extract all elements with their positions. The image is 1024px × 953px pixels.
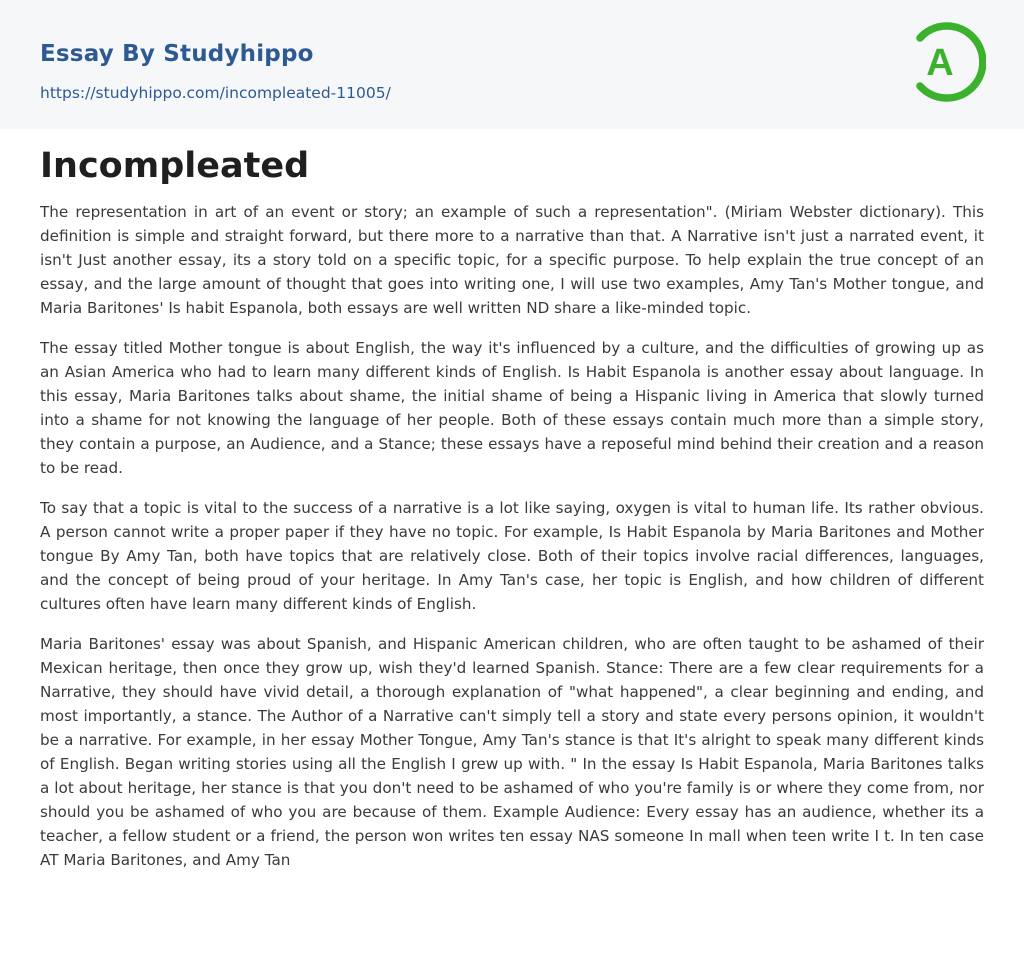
paragraph: Maria Baritones' essay was about Spanish, and Hispanic American children, who are often taught to be ashamed of their Mexican heritage, then once they grow up, wish they'd learned Spanish. Stance: There are a few clear requirements for a Narrative, they should have vivid detail, a thorough explanation of "what happened", a clear beginning and ending, and most importantly, a stance. The Author of a Narrative can't simply tell a story and state every persons opinion, it wouldn't be a narrative. For example, in her essay Mother Tongue, Amy Tan's stance is that It's alright to speak many different kinds of English. Began writing stories using all the English I grew up with. " In the essay Is Habit Espanola, Maria Baritones talks a lot about heritage, her stance is that you don't need to be ashamed of who you're family is or where they come from, nor should you be ashamed of who you are because of them. Example Audience: Every essay has an audience, whether its a teacher, a fellow student or a friend, the person won writes ten essay NAS someone In mall when teen write I t. In ten case AT Maria Baritones, and Amy Tan <box>40 635 984 869</box>
site-title: Essay By Studyhippo <box>40 41 314 67</box>
paragraph: The representation in art of an event or story; an example of such a representation". (Miriam Webster dictionary). This definition is simple and straight forward, but there more to a narrative than that. A Narrative isn't just a narrated event, it isn't Just another essay, its a story told on a specific topic, for a specific purpose. To help explain the true concept of an essay, and the large amount of thought that goes into writing one, I will use two examples, Amy Tan's Mother tongue, and Maria Baritones' Is habit Espanola, both essays are well written ND share a like-minded topic. <box>40 203 984 317</box>
logo-letter: A <box>926 42 954 84</box>
paragraph: The essay titled Mother tongue is about English, the way it's influenced by a culture, and the difficulties of growing up as an Asian America who had to learn many different kinds of English. Is Habit Espanola is another essay about language. In this essay, Maria Baritones talks about shame, the initial shame of being a Hispanic living in America that slowly turned into a shame for not knowing the language of her people. Both of these essays contain much more than a simple story, they contain a purpose, an Audience, and a Stance; these essays have a reposeful mind behind their creation and a reason to be read. <box>40 339 984 477</box>
essay-url-link[interactable]: https://studyhippo.com/incompleated-11005/ <box>40 84 391 102</box>
studyhippo-logo-icon[interactable] <box>912 18 986 106</box>
article-body <box>40 200 984 888</box>
page-header <box>0 0 1024 129</box>
page-title: Incompleated <box>40 146 310 186</box>
paragraph: To say that a topic is vital to the success of a narrative is a lot like saying, oxygen is vital to human life. Its rather obvious. A person cannot write a proper paper if they have no topic. For example, Is Habit Espanola by Maria Baritones and Mother tongue By Amy Tan, both have topics that are relatively close. Both of their topics involve racial differences, languages, and the concept of being proud of your heritage. In Amy Tan's case, her topic is English, and how children of different cultures often have learn many different kinds of English. <box>40 499 984 613</box>
